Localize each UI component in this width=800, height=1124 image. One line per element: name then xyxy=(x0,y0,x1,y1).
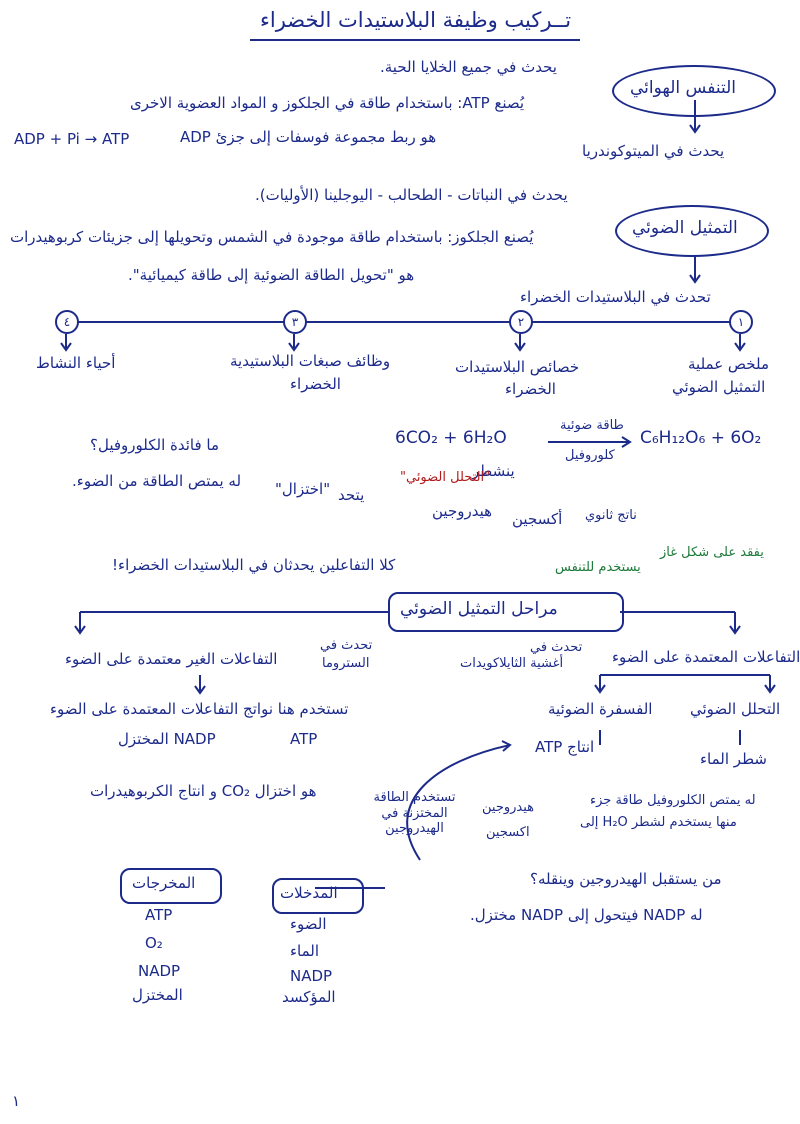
question-2: من يستقبل الهيدروجين وينقله؟ xyxy=(530,870,722,888)
input-item-1: الضوء xyxy=(290,915,327,933)
respiration-location: يحدث في الميتوكوندريا xyxy=(582,142,725,160)
both-reactions-note: كلا التفاعلين يحدثان في البلاستيدات الخضراء! xyxy=(112,556,396,574)
photo-hydrogen: هيدروجين xyxy=(482,800,535,815)
timeline-label-1a: ملخص عملية xyxy=(688,355,769,373)
chlorophyll-answer: له يمتص الطاقة من الضوء. xyxy=(72,472,242,490)
timeline-label-3a: وظائف صبغات البلاستيدية xyxy=(230,352,391,370)
photo-oxygen: اكسجين xyxy=(486,825,530,840)
dark-nadp: NADP المختزل xyxy=(118,730,216,748)
equation-byproduct: ناتج ثانوي xyxy=(585,508,637,523)
equation-bottom: كلوروفيل xyxy=(565,448,615,463)
timeline-num-4: ٤ xyxy=(55,310,79,334)
respiration-label: التنفس الهوائي xyxy=(630,78,736,98)
reduce-co2: هو اختزال CO₂ و انتاج الكربوهيدرات xyxy=(90,782,317,800)
answer-2: له NADP فيتحول إلى NADP مختزل. xyxy=(470,906,703,924)
photosynthesis-line1: يحدث في النباتات - الطحالب - اليوجلينا (الأوليات). xyxy=(255,186,568,204)
inputs-title: المدخلات xyxy=(280,884,338,902)
atp-production: انتاج ATP xyxy=(535,738,595,756)
output-item-4: المختزل xyxy=(132,986,183,1004)
page-title: تــركيب وظيفة البلاستيدات الخضراء xyxy=(260,8,572,32)
equation-right: C₆H₁₂O₆ + 6O₂ xyxy=(640,428,762,448)
absorb-note-2: منها يستخدم لشطر H₂O إلى xyxy=(580,815,737,830)
input-item-3: NADP xyxy=(290,967,333,985)
equation-hydrogen: هيدروجين xyxy=(432,502,493,520)
chlorophyll-question: ما فائدة الكلوروفيل؟ xyxy=(90,436,220,454)
input-item-2: الماء xyxy=(290,942,320,960)
absorb-note: له يمتص الكلوروفيل طاقة جزء xyxy=(590,793,756,808)
light-location-b: أغشية الثايلاكويدات xyxy=(460,656,564,671)
light-reactions: التفاعلات المعتمدة على الضوء xyxy=(612,648,800,666)
phosphorylation: الفسفرة الضوئية xyxy=(548,700,653,718)
photosynthesis-line2: يُصنع الجلكوز: باستخدام طاقة موجودة في الشمس وتحويلها إلى جزيئات كربوهيدرات xyxy=(10,228,534,246)
timeline-num-1: ١ xyxy=(729,310,753,334)
dark-atp: ATP xyxy=(290,730,318,748)
output-item-1: ATP xyxy=(145,906,173,924)
equation-reduce: يتحد xyxy=(338,486,365,504)
equation-left: 6CO₂ + 6H₂O xyxy=(395,428,507,448)
output-item-3: NADP xyxy=(138,962,181,980)
timeline-label-4: أحياء النشاط xyxy=(36,354,116,372)
respiration-equation: ADP + Pi → ATP xyxy=(14,130,130,148)
timeline-label-3b: الخضراء xyxy=(290,375,341,393)
equation-split-note: "التحلل الضوئي" xyxy=(400,470,491,485)
respiration-line1: يحدث في جميع الخلايا الحية. xyxy=(380,58,557,76)
photosynthesis-location: تحدث في البلاستيدات الخضراء xyxy=(520,288,711,306)
dark-location-a: تحدث في xyxy=(320,638,373,653)
timeline-num-2: ٢ xyxy=(509,310,533,334)
equation-reduce-note: "اختزال" xyxy=(275,480,331,498)
split-water: شطر الماء xyxy=(700,750,767,768)
equation-oxygen: أكسجين xyxy=(512,510,563,528)
respiration-line3: هو ربط مجموعة فوسفات إلى جزئ ADP xyxy=(180,128,437,146)
timeline-num-3: ٣ xyxy=(283,310,307,334)
dark-uses: تستخدم هنا نواتج التفاعلات المعتمدة على الضوء xyxy=(50,700,349,718)
photolysis: التحلل الضوئي xyxy=(690,700,781,718)
outputs-title: المخرجات xyxy=(132,874,196,892)
uses-energy: تستخدم الطاقة المختزنة في الهيدروجين xyxy=(373,790,456,837)
dark-reactions: التفاعلات الغير معتمدة على الضوء xyxy=(65,650,278,668)
timeline-label-1b: التمثيل الضوئي xyxy=(672,378,766,396)
dark-location-b: الستروما xyxy=(322,656,370,671)
stages-label: مراحل التمثيل الضوئي xyxy=(400,599,558,619)
equation-split: ينشطر xyxy=(472,462,515,480)
page-number: ١ xyxy=(12,1092,21,1110)
equation-used: يستخدم للتنفس xyxy=(555,560,641,575)
photosynthesis-label: التمثيل الضوئي xyxy=(632,218,738,238)
photosynthesis-line3: هو "تحويل الطاقة الضوئية إلى طاقة كيميائية". xyxy=(128,266,415,284)
input-item-4: المؤكسد xyxy=(282,988,336,1006)
equation-top: طاقة ضوئية xyxy=(560,418,624,433)
respiration-line2: يُصنع ATP: باستخدام طاقة في الجلكوز و المواد العضوية الاخرى xyxy=(130,94,525,112)
light-location-a: تحدث في xyxy=(530,640,583,655)
timeline-label-2b: الخضراء xyxy=(505,380,556,398)
output-item-2: O₂ xyxy=(145,934,163,952)
equation-lost: يفقد على شكل غاز xyxy=(660,545,764,560)
timeline-label-2a: خصائص البلاستيدات xyxy=(455,358,580,376)
